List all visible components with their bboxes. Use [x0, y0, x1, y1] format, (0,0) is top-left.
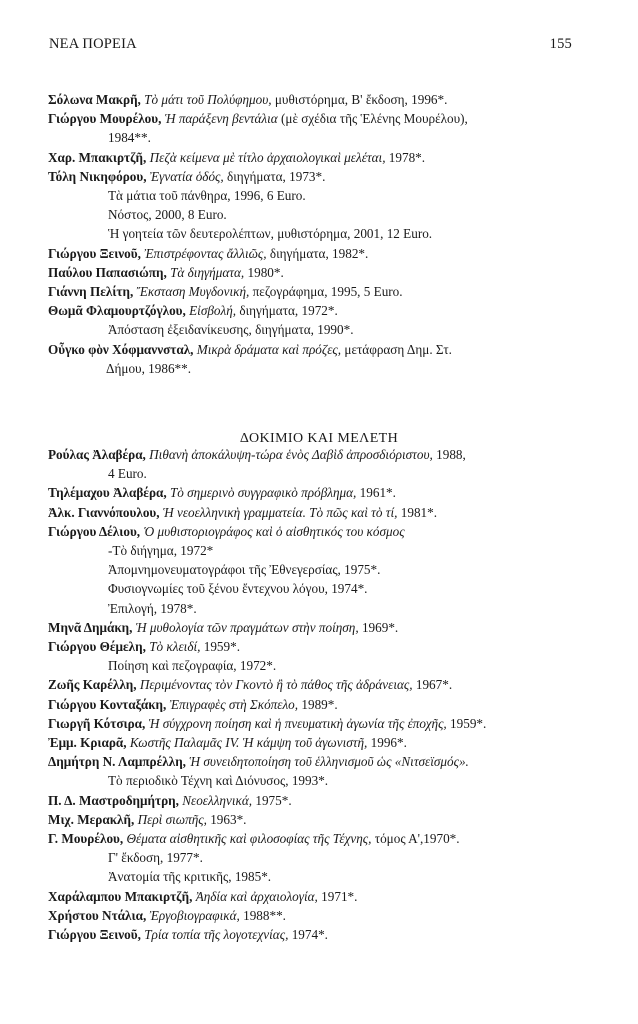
entry-title: Ἔκσταση Μυγδονική,: [136, 284, 250, 300]
sub-entry-title: Ἐπιλογή,: [108, 600, 158, 616]
bibliography-entry: [48, 522, 588, 541]
entry-details: 1975*.: [252, 792, 292, 808]
sub-entry-details: 1972*.: [236, 658, 277, 674]
entry-details: 1980*.: [244, 264, 284, 280]
sub-entry-details: Γ' ἔκδοση, 1977*.: [108, 850, 203, 866]
entry-author: Τηλέμαχου Ἀλαβέρα,: [48, 485, 167, 501]
entry-title: Τρία τοπία τῆς λογοτεχνίας,: [144, 927, 289, 943]
entry-details: 1978*.: [385, 149, 426, 165]
entry-title: Νεοελληνικά,: [182, 792, 253, 808]
bibliography-entry: [48, 829, 588, 848]
entry-author: Π. Δ. Μαστροδημήτρη,: [48, 792, 179, 808]
bibliography-entry: [48, 675, 588, 694]
bibliography-entry: [48, 618, 588, 637]
entry-title: Ἐγνατία ὁδός,: [149, 168, 224, 184]
entry-details: 1974*.: [288, 927, 328, 943]
bibliography-entry: [48, 282, 582, 301]
bibliography-entry: [48, 263, 582, 282]
sub-entry: [48, 541, 588, 560]
entry-title: Θέματα αἰσθητικῆς καὶ φιλοσοφίας τῆς Τέχνης,: [126, 831, 372, 847]
bibliography-entry: [48, 340, 582, 359]
essay-list-content: [48, 445, 588, 944]
entry-details: (μὲ σχέδια τῆς Ἑλένης Μουρέλου),: [277, 111, 468, 127]
entry-title: Πεζὰ κείμενα μὲ τίτλο ἀρχαιολογικαὶ μελέται,: [149, 149, 386, 165]
bibliography-entry: [48, 752, 588, 771]
sub-entry: [48, 867, 588, 886]
sub-entry: [48, 560, 588, 579]
entry-details: διηγήματα, 1982*.: [266, 245, 369, 261]
entry-details: 1959*.: [200, 639, 240, 655]
entry-author: Ρούλας Ἀλαβέρα,: [48, 447, 146, 462]
bibliography-entry: [48, 733, 588, 752]
entry-details: 1971*.: [317, 888, 358, 904]
sub-entry: [48, 848, 588, 867]
bibliography-entry: [48, 109, 582, 128]
entry-details: 1961*.: [356, 485, 396, 501]
entry-details: πεζογράφημα, 1995, 5 Euro.: [249, 284, 403, 300]
entry-author: Γ. Μουρέλου,: [48, 831, 124, 847]
entry-author: Θωμᾶ Φλαμουρτζόγλου,: [48, 303, 186, 319]
entry-details: 1963*.: [206, 811, 247, 827]
bibliography-entry: [48, 503, 588, 522]
sub-entry-title: Ἀνατομία τῆς κριτικῆς,: [108, 869, 232, 885]
entry-author: Οὖγκο φὸν Χόφμαννσταλ,: [48, 341, 194, 357]
sub-entry-title: Ἀπόσταση ἐξειδανίκευσης,: [108, 322, 252, 338]
page-number: 155: [549, 36, 572, 52]
entry-details: διηγήματα, 1973*.: [223, 168, 326, 184]
bibliography-entry: [48, 925, 588, 944]
entry-author: Χρήστου Ντάλια,: [48, 907, 147, 923]
entry-author: Ζωῆς Καρέλλη,: [48, 677, 137, 693]
entry-title: Τὰ διηγήματα,: [170, 264, 245, 280]
entry-title: Περὶ σιωπῆς,: [137, 811, 207, 827]
sub-entry-title: Ἡ γοητεία τῶν δευτερολέπτων,: [108, 226, 274, 242]
bibliography-entry: [48, 148, 582, 167]
entry-details: 1969*.: [358, 619, 399, 635]
bibliography-entry: [48, 90, 582, 109]
entry-author: Γιώργου Θέμελη,: [48, 639, 146, 655]
entry-author: Σόλωνα Μακρῆ,: [48, 92, 141, 107]
entry-details: 1967*.: [412, 677, 453, 693]
entry-title: Μικρὰ δράματα καὶ πρόζες,: [196, 341, 342, 357]
entry-continuation-details: Τέχνη καὶ Διόνυσος, 1993*.: [177, 773, 329, 789]
entry-details: διηγήματα, 1972*.: [236, 303, 338, 319]
entry-continuation: 1984**.: [108, 130, 151, 146]
entry-title: Τὸ κλειδί,: [149, 639, 201, 655]
entry-details: μυθιστόρημα, Β' ἔκδοση, 1996*.: [271, 92, 448, 107]
entry-continuation-title: Τὸ περιοδικὸ: [108, 773, 178, 789]
bibliography-entry: [48, 906, 588, 925]
bibliography-entry: [48, 791, 588, 810]
entry-author: Γιώργου Δέλιου,: [48, 523, 141, 539]
sub-entry: [48, 320, 582, 339]
bibliography-entry: [48, 695, 588, 714]
entry-title: Ἡ συνειδητοποίηση τοῦ ἑλληνισμοῦ ὡς «Νιτσεϊσμός».: [189, 754, 469, 770]
entry-author: Γιωργῆ Κότσιρα,: [48, 715, 146, 731]
entry-continuation: Δήμου, 1986**.: [106, 360, 192, 376]
entry-title: Ἡ παράξενη βεντάλια: [164, 111, 278, 127]
bibliography-entry: [48, 887, 588, 906]
sub-entry-details: 1996, 6 Euro.: [230, 188, 306, 204]
sub-entry-details: 1985*.: [231, 869, 272, 885]
entry-title: Πιθανὴ ἀποκάλυψη-τώρα ἑνὸς Δαβὶδ ἀπροσδιόριστου,: [149, 447, 433, 462]
entry-author: Τόλη Νικηφόρου,: [48, 168, 147, 184]
bibliography-entry: [48, 637, 588, 656]
sub-entry-details: 1975*.: [340, 562, 381, 578]
entry-title: Ὁ μυθιστοριογράφος καὶ ὁ αἰσθητικός του κόσμος: [143, 523, 405, 539]
entry-details: τόμος Α',1970*.: [371, 831, 460, 847]
entry-author: Ἐμμ. Κριαρᾶ,: [48, 735, 127, 751]
bibliography-entry: [48, 483, 588, 502]
section-heading: ΔΟΚΙΜΙΟ ΚΑΙ ΜΕΛΕΤΗ: [239, 431, 399, 446]
journal-title: ΝΕΑ ΠΟΡΕΙΑ: [49, 36, 137, 52]
fiction-list: [48, 90, 582, 378]
entry-continuation: 4 Euro.: [108, 466, 147, 482]
entry-title: Τὸ σημερινὸ συγγραφικὸ πρόβλημα,: [169, 485, 357, 501]
sub-entry-title: Φυσιογνωμίες τοῦ ξένου ἔντεχνου λόγου,: [108, 581, 328, 597]
entry-title: Ἡ νεοελληνικὴ γραμματεία. Τὸ πῶς καὶ τὸ τί,: [162, 504, 398, 520]
sub-entry-title: Ποίηση καὶ πεζογραφία,: [108, 658, 237, 674]
entry-title: Τὸ μάτι τοῦ Πολύφημου,: [144, 92, 272, 107]
entry-continuation: [48, 771, 588, 790]
sub-entry-details: 1974*.: [327, 581, 368, 597]
entry-author: Ἀλκ. Γιαννόπουλου,: [48, 504, 160, 520]
sub-entry-details: 2000, 8 Euro.: [151, 207, 227, 223]
sub-entry-title: Τὰ μάτια τοῦ πάνθηρα,: [108, 188, 231, 204]
entry-author: Γιώργου Ξεινοῦ,: [48, 245, 141, 261]
entry-author: Γιώργου Ξεινοῦ,: [48, 927, 141, 943]
sub-entry: [48, 224, 582, 243]
bibliography-entry: [48, 167, 582, 186]
sub-entry-title: -Τὸ διήγημα,: [108, 543, 177, 559]
sub-entry: [48, 205, 582, 224]
entry-details: 1989*.: [298, 696, 338, 712]
entry-author: Χαρ. Μπακιρτζῆ,: [48, 149, 147, 165]
bibliography-entry: [48, 445, 588, 464]
entry-details: 1988**.: [239, 907, 286, 923]
bibliography-entry: [48, 301, 582, 320]
entry-details: 1959*.: [446, 715, 487, 731]
sub-entry: [48, 579, 588, 598]
entry-details: 1981*.: [397, 504, 438, 520]
bibliography-entry: [48, 810, 588, 829]
entry-title: Ἡ σύγχρονη ποίηση καὶ ἡ πνευματικὴ ἀγωνία τῆς ἐποχῆς,: [148, 715, 447, 731]
running-header: [49, 36, 572, 56]
sub-entry-details: 1978*.: [157, 600, 197, 616]
bibliography-entry: [48, 714, 588, 733]
sub-entry: [48, 186, 582, 205]
sub-entry-details: διηγήματα, 1990*.: [251, 322, 354, 338]
entry-title: Ἀηδία καὶ ἀρχαιολογία,: [195, 888, 318, 904]
sub-entry-title: Νόστος,: [108, 207, 152, 223]
entry-title: Περιμένοντας τὸν Γκοντὸ ἢ τὸ πάθος τῆς ἀδράνειας,: [139, 677, 413, 693]
entry-details: 1988,: [432, 447, 466, 462]
sub-entry: [48, 656, 588, 675]
sub-entry-details: μυθιστόρημα, 2001, 12 Euro.: [273, 226, 433, 242]
entry-title: Εἰσβολή,: [189, 303, 237, 319]
entry-author: Παύλου Παπασιώπη,: [48, 264, 167, 280]
entry-title: Κωστῆς Παλαμᾶς IV. Ἡ κάμψη τοῦ ἀγωνιστῆ,: [129, 735, 368, 751]
entry-details: 1996*.: [367, 735, 407, 751]
entry-title: Ἐπιγραφὲς στὴ Σκόπελο,: [169, 696, 299, 712]
sub-entry-title: Ἀπομνημονευματογράφοι τῆς Ἐθνεγερσίας,: [108, 562, 341, 578]
entry-details: μετάφραση Δημ. Στ.: [341, 341, 452, 357]
entry-author: Γιώργου Κονταξάκη,: [48, 696, 167, 712]
entry-title: Ἐργοβιογραφικά,: [149, 907, 240, 923]
entry-author: Χαράλαμπου Μπακιρτζῆ,: [48, 888, 193, 904]
bibliography-entry: [48, 244, 582, 263]
sub-entry-details: 1972*: [177, 543, 214, 559]
entry-author: Μηνᾶ Δημάκη,: [48, 619, 133, 635]
entry-title: Ἐπιστρέφοντας ἄλλιῶς,: [144, 245, 267, 261]
sub-entry: [48, 599, 588, 618]
entry-author: Δημήτρη Ν. Λαμπρέλλη,: [48, 754, 186, 770]
entry-author: Μιχ. Μερακλῆ,: [48, 811, 135, 827]
entry-title: Ἡ μυθολογία τῶν πραγμάτων στὴν ποίηση,: [135, 619, 359, 635]
entry-author: Γιάννη Πελίτη,: [48, 284, 134, 300]
entry-author: Γιώργου Μουρέλου,: [48, 111, 162, 127]
